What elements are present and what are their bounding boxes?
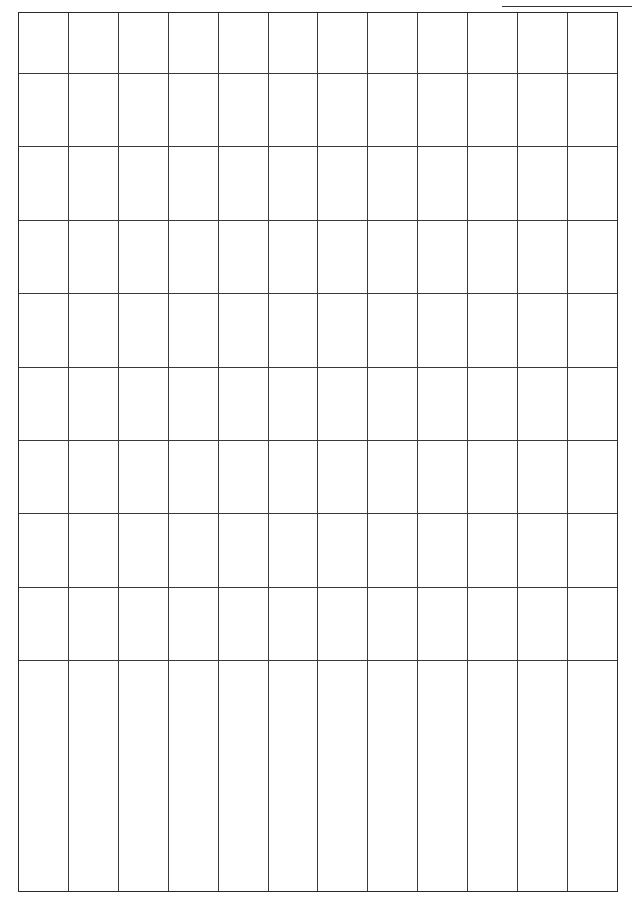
corner-mark — [502, 0, 632, 7]
page-border — [18, 12, 618, 892]
